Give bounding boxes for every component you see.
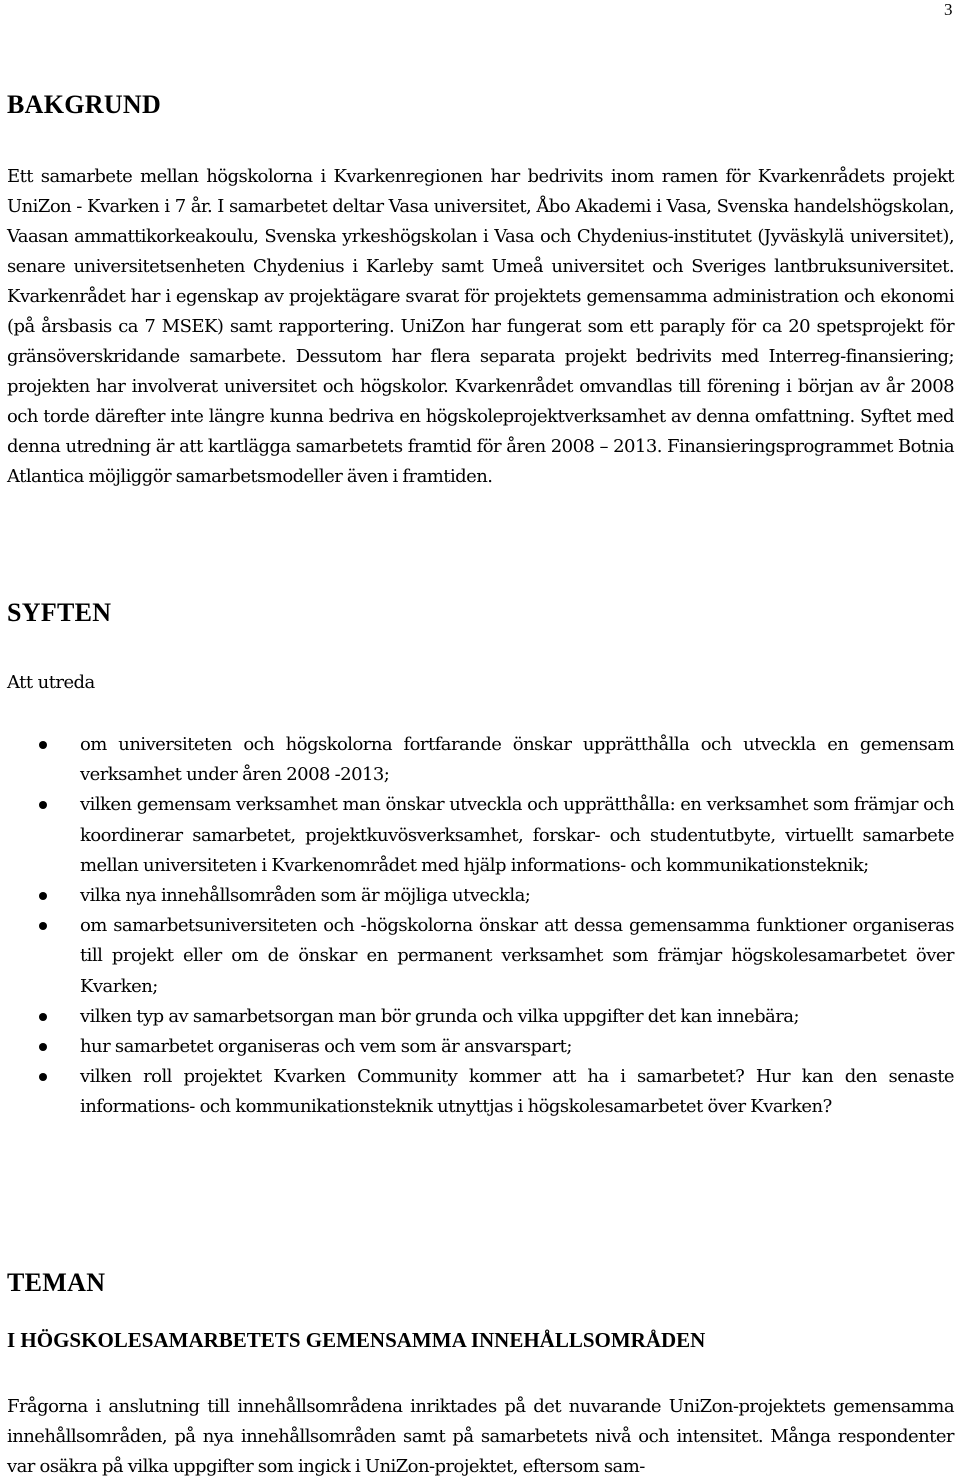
list-item-text: hur samarbetet organiseras och vem som är ansvarspart; — [80, 1036, 572, 1058]
bullet-icon — [39, 741, 47, 749]
paragraph-bakgrund: Ett samarbete mellan högskolorna i Kvarkenregionen har bedrivits inom ramen för Kvarkenrådets projekt UniZon - Kvarken i 7 år. I samarbetet deltar Vasa universitet, Åbo Akademi i Vasa, Svenska handelshögskolan, Vaasan ammattikorkeakoulu, Svenska yrkeshögskolan i Vasa och Chydenius-institutet (Jyväskylä universitet), senare universitetsenheten Chydenius i Karleby samt Umeå universitet och Sveriges lantbruksuniversitet. Kvarkenrådet har i egenskap av projektägare svarat för projektets gemensamma administration och ekonomi (på årsbasis ca 7 MSEK) samt rapportering. UniZon har fungerat som ett paraply för ca 20 spetsprojekt för gränsöverskridande samarbete. Dessutom har flera separata projekt bedrivits med Interreg-finansiering; projekten har involverat universitet och högskolor. Kvarkenrådet omvandlas till förening i början av år 2008 och torde därefter inte längre kunna bedriva en högskoleprojektverksamhet av denna omfattning. Syftet med denna utredning är att kartlägga samarbetets framtid för åren 2008 – 2013. Finansieringsprogrammet Botnia Atlantica möjliggör samarbetsmodeller även i framtiden. — [7, 166, 954, 487]
syften-intro: Att utreda — [7, 672, 95, 693]
list-item — [0, 1062, 954, 1122]
list-item-text: om samarbetsuniversiteten och -högskolorna önskar att dessa gemensamma funktioner organiseras till projekt eller om de önskar en permanent verksamhet som främjar högskolesamarbetet över Kvarken; — [80, 915, 954, 997]
bullet-icon — [39, 892, 47, 900]
heading-bakgrund: BAKGRUND — [7, 90, 162, 119]
list-item — [0, 790, 954, 881]
list-item-text: vilken gemensam verksamhet man önskar utveckla och upprätthålla: en verksamhet som främjar och koordinerar samarbetet, projektkuvösverksamhet, forskar- och studentutbyte, virtuellt samarbete mellan universiteten i Kvarkenområdet med hjälp informations- och kommunikationsteknik; — [80, 794, 954, 876]
syften-bullet-list — [0, 730, 960, 1123]
list-item-text: vilken roll projektet Kvarken Community kommer att ha i samarbetet? Hur kan den senaste informations- och kommunikationsteknik utnyttjas i högskolesamarbetet över Kvarken? — [80, 1066, 954, 1118]
paragraph-teman: Frågorna i anslutning till innehållsområdena inriktades på det nuvarande UniZon-projektets gemensamma innehållsområden, på nya innehållsområden samt på samarbetets nivå och intensitet. Många respondenter var osäkra på vilka uppgifter som ingick i UniZon-projektet, eftersom sam- — [7, 1396, 954, 1477]
bullet-icon — [39, 1043, 47, 1051]
page-number: 3 — [944, 0, 953, 19]
list-item-text: vilken typ av samarbetsorgan man bör grunda och vilka uppgifter det kan innebära; — [80, 1005, 799, 1027]
heading-teman: TEMAN — [7, 1268, 106, 1297]
list-item — [0, 881, 954, 911]
list-item — [0, 1032, 954, 1062]
list-item-text: om universiteten och högskolorna fortfarande önskar upprätthålla och utveckla en gemensam verksamhet under åren 2008 -2013; — [80, 734, 954, 786]
list-item — [0, 911, 954, 1002]
list-item — [0, 1002, 954, 1032]
bullet-icon — [39, 1013, 47, 1021]
bullet-icon — [39, 801, 47, 809]
bullet-icon — [39, 922, 47, 930]
bullet-icon — [39, 1073, 47, 1081]
heading-syften: SYFTEN — [7, 598, 112, 627]
subheading-innehallsomraden: I HÖGSKOLESAMARBETETS GEMENSAMMA INNEHÅLLSOMRÅDEN — [7, 1328, 706, 1352]
list-item — [0, 730, 954, 790]
list-item-text: vilka nya innehållsområden som är möjliga utveckla; — [80, 885, 531, 907]
